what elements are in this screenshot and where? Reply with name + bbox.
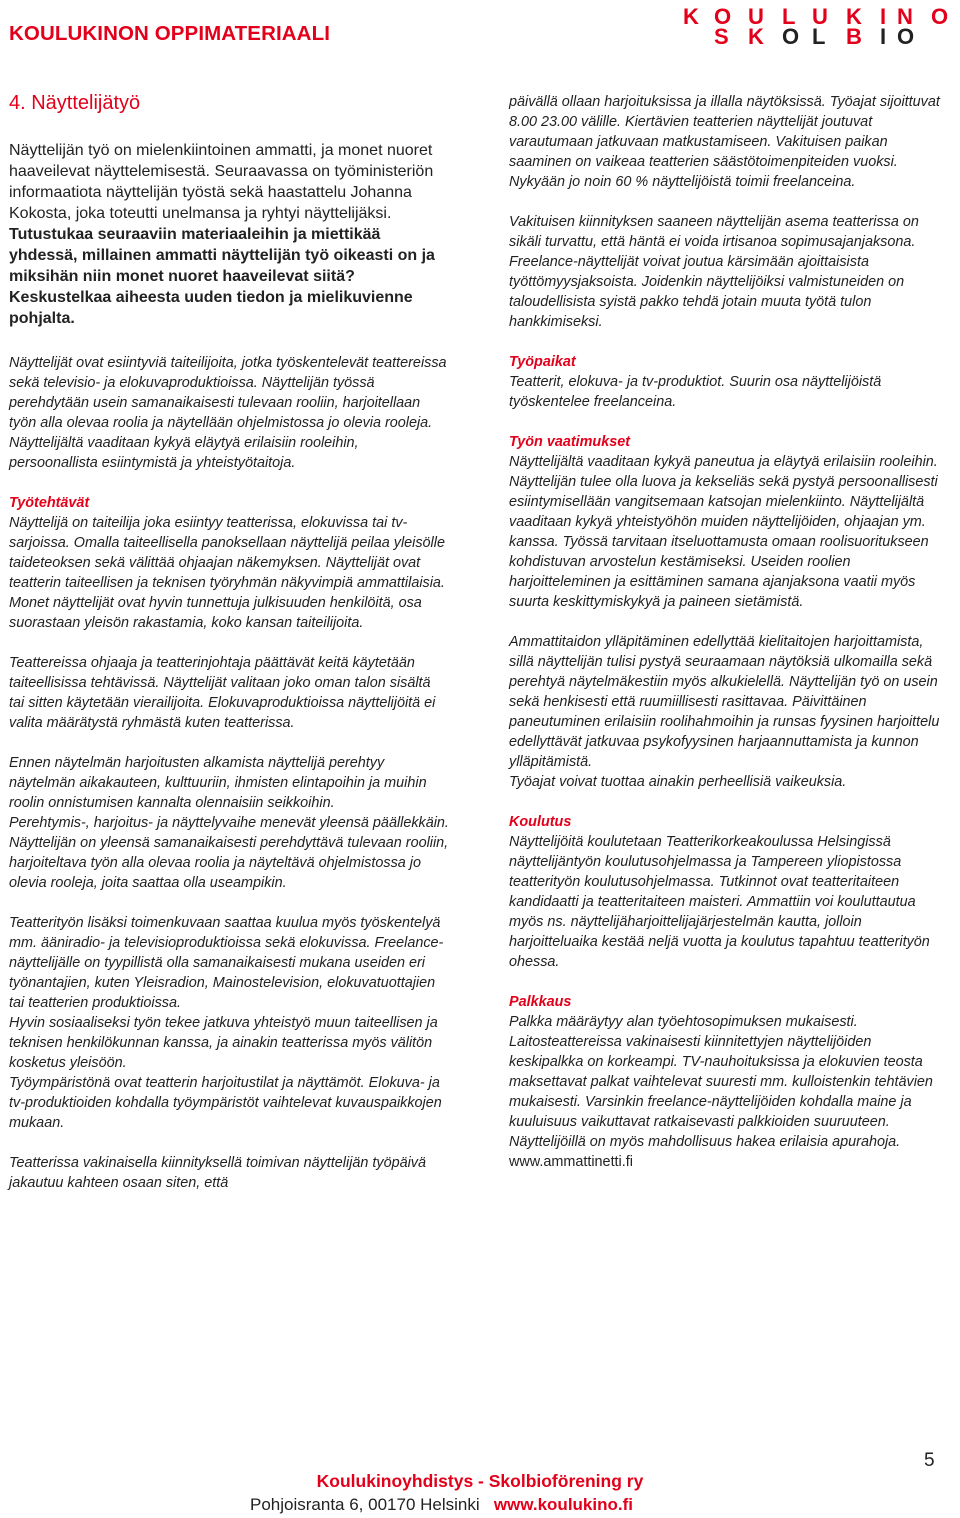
logo-letter: K [748,24,764,49]
logo-letter: B [846,24,862,49]
logo-letter: O [897,24,915,49]
spacer [509,792,949,812]
logo-letter: I [880,4,887,29]
body-paragraph: Työajat voivat tuottaa ainakin perheellisiä vaikeuksia. [509,774,847,790]
footer-organization: Koulukinoyhdistys - Skolbioförening ry [316,1471,644,1491]
logo-letter: I [880,24,887,49]
body-paragraph: Teatterit, elokuva- ja tv-produktiot. Suurin osa näyttelijöistä työskentelee freelanceina. [509,374,882,410]
body-paragraph: päivällä ollaan harjoituksissa ja illalla näytöksissä. Työajat sijoittuvat 8.00 23.00 välille. Kiertävien teatterien näyttelijät joutuvat varautumaan jatkuvaan matkustamiseen. Vakituisen paikan saaminen on vaikeaa teatterien säästötoimenpiteiden vuoksi. Nykyään jo noin 60 % näyttelijöistä toimii freelanceina. [509,94,940,190]
body-paragraph: Palkka määräytyy alan työehtosopimuksen mukaisesti. Laitosteattereissa vakinaisesti kiinnitettyjen näyttelijöiden keskipalkka on korkeampi. TV-nauhoituksissa ja elokuvien teosta maksettavat palkat vaihtelevat suuresti mm. kulloistenkin tehtävien mukaisesti. Varsinkin freelance-näyttelijöiden kohdalla maine ja kuuluisuus vaikuttavat ratkaisevasti palkkioiden suuruuteen. Näyttelijöillä on myös mahdollisuus hakea erilaisia apurahoja. [509,1014,933,1150]
header-title: KOULUKINON OPPIMATERIAALI [9,22,331,45]
body-paragraph: Teatterissa vakinaisella kiinnityksellä toimivan näyttelijän työpäivä jakautuu kahteen osaan siten, että [9,1155,427,1191]
logo-letter: S [714,24,729,49]
footer-address: Pohjoisranta 6, 00170 Helsinki [250,1495,480,1514]
footer-address-line [250,1495,633,1515]
logo-letter: U [748,4,764,29]
spacer [509,192,949,212]
spacer [509,612,949,632]
intro-lead: Näyttelijän työ on mielenkiintoinen ammatti, ja monet nuoret haaveilevat näyttelemisestä. Seuraavassa on työministeriön informaatiota näyttelijän työstä sekä haastattelu Johanna Kokosta, joka toteutti unelmansa ja ryhtyi näyttelijäksi. [9,142,434,222]
body-paragraph: Vakituisen kiinnityksen saaneen näyttelijän asema teatterissa on sikäli turvattu, että häntä ei voida irtisanoa sopimusajanjaksona. Freelance-näyttelijät voivat joutua kärsimään ajoittaisista työttömyysjaksoista. Joidenkin näyttelijöiksi valmistuneiden on taloudellisista syistä pakko tehdä jotain muuta työtä tulon hankkimiseksi. [509,214,919,330]
spacer [9,893,449,913]
body-paragraph: Näyttelijältä vaaditaan kykyä paneutua ja eläytyä erilaisiin rooleihin. Näyttelijän tulee olla luova ja kekseliäs sekä pystyä persoonallisesti esiintymisellään vangitsemaan katsojan mielenkiinto. Näyttelijältä vaaditaan kykyä yhteistyöhön muiden näyttelijöiden, ohjaajan ym. kanssa. Työssä tarvitaan itseluottamusta omaan roolisuoritukseen kohdistuvan arvostelun kestämiseksi. Useiden roolien harjoitteleminen ja esittäminen samana ajanjaksona vaatii myös suurta keskittymiskykyä ja paineen sietämistä. [509,454,938,610]
subheading-palkkaus: Palkkaus [509,994,572,1010]
body-paragraph: Perehtymis-, harjoitus- ja näyttelyvaihe menevät yleensä päällekkäin. Näyttelijän on yleensä samanaikaisesti perehdyttävä tulevaan rooliin, harjoiteltava työn alla olevaa roolia ja näyteltävä ohjelmistossa jo olevia rooleja, joita saattaa olla useampikin. [9,815,449,891]
subheading-tyon-vaatimukset: Työn vaatimukset [509,434,631,450]
body-paragraph: Näyttelijöitä koulutetaan Teatterikorkeakoulussa Helsingissä näyttelijäntyön koulutusohjelmassa ja Tampereen yliopistossa teatterityön koulutusohjelmassa. Tutkinnot ovat teatteritaiteen kandidaatti ja teatteritaiteen maisteri. Ammattiin voi kouluttautua myös ns. näyttelijäharjoittelijajärjestelmän kautta, jolloin harjoitteluaika kestää neljä vuotta ja koulutus tapahtuu teatterityön ohessa. [509,834,930,970]
intro-assignment: Tutustukaa seuraaviin materiaaleihin ja miettikää yhdessä, millainen ammatti näyttelijän työ oikeasti on ja miksihän niin monet nuoret haaveilevat siitä? Keskustelkaa aiheesta uuden tiedon ja mielikuvienne pohjalta. [9,226,435,327]
logo-letter: N [897,4,913,29]
logo-letter: O [782,24,800,49]
body-paragraph: Teattereissa ohjaaja ja teatterinjohtaja päättävät keitä käytetään taiteellisissa tehtävissä. Näyttelijät valitaan joko oman talon sisältä tai sitten käytetään vierailijoita. Elokuvaproduktioissa näyttelijöitä ei valita määrätystä ryhmästä kuten teatterissa. [9,655,436,731]
body-paragraph: Hyvin sosiaaliseksi työn tekee jatkuva yhteistyö muun taiteellisen ja teknisen henkilökunnan kanssa, ja ainakin teatterissa myös välitön kosketus yleisöön. [9,1015,438,1071]
body-paragraph: Näyttelijä on taiteilija joka esiintyy teatterissa, elokuvissa tai tv-sarjoissa. Omalla taiteellisella panoksellaan näyttelijä peilaa yleisölle taideteoksen sekä välittää ohjaajan näkemyksen. Näyttelijät ovat teatterin taiteellisen ja teknisen työryhmän näkyvimpiä ammattilaisia. Monet näyttelijät ovat hyvin tunnettuja julkisuuden henkilöitä, osa suorastaan yleisön rakastamia, koko kansan taiteilijoita. [9,515,445,631]
spacer [9,473,449,493]
logo-letter: K [846,4,862,29]
left-column [9,140,449,1193]
logo-letter: O [714,4,732,29]
logo-letter: O [931,4,949,29]
logo-letter: U [812,4,828,29]
spacer [509,412,949,432]
logo-letter: K [683,4,699,29]
logo-letter: L [782,4,796,29]
spacer [9,633,449,653]
intro-paragraph [9,140,449,329]
logo-letter: L [812,24,826,49]
source-link[interactable]: www.ammattinetti.fi [509,1154,633,1170]
spacer [509,332,949,352]
body-paragraph: Teatterityön lisäksi toimenkuvaan saattaa kuulua myös työskentelyä mm. ääniradio- ja televisioproduktioissa sekä elokuvissa. Freelance-näyttelijälle on tyypillistä olla samanaikaisesti mukana useiden eri työnantajien, kuten Yleisradion, Mainostelevision, elokuvatuottajien tai teatterien produktioissa. [9,915,444,1011]
section-title: 4. Näyttelijätyö [9,92,141,114]
koulukino-skolbio-logo [683,4,955,49]
spacer [9,329,449,353]
footer-website-link[interactable]: www.koulukino.fi [493,1495,633,1514]
right-column [509,92,949,1172]
body-paragraph: Ammattitaidon ylläpitäminen edellyttää kielitaitojen harjoittamista, sillä näyttelijän tulisi pystyä seuraamaan näytöksiä ulkomailla sekä perehtyä näytelmäkestiin myös alkukielellä. Näyttelijän työ on usein sekä henkisesti että ruumiillisesti rasittavaa. Päivittäinen paneutuminen erilaisiin roolihahmoihin ja runsas fyysinen harjoittelu edellyttävät jatkuvaa psykofyysinen harjaannuttamista ja kunnon ylläpitämistä. [509,634,940,770]
body-paragraph: Työympäristönä ovat teatterin harjoitustilat ja näyttämöt. Elokuva- ja tv-produktioiden kohdalla työympäristöt vaihtelevat kuvauspaikkojen mukaan. [9,1075,442,1131]
subheading-koulutus: Koulutus [509,814,572,830]
spacer [9,1133,449,1153]
body-paragraph: Ennen näytelmän harjoitusten alkamista näyttelijä perehtyy näytelmän aikakauteen, kulttuuriin, ihmisten elintapoihin ja muihin roolin onnistumisen kannalta olennaisiin seikkoihin. [9,755,427,811]
page-number: 5 [924,1450,935,1471]
subheading-tyotehtavat: Työtehtävät [9,495,90,511]
subheading-tyopaikat: Työpaikat [509,354,576,370]
body-paragraph: Näyttelijät ovat esiintyviä taiteilijoita, jotka työskentelevät teattereissa sekä televisio- ja elokuvaproduktioissa. Näyttelijän työssä perehdytään usein samanaikaisesti tulevaan rooliin, harjoitellaan työn alla olevaa roolia ja näytellään ohjelmistossa jo olevia rooleja. Näyttelijältä vaaditaan kykyä eläytyä erilaisiin rooleihin, persoonallista esiintymistä ja yhteistyötaitoja. [9,355,447,471]
spacer [509,972,949,992]
spacer [9,733,449,753]
